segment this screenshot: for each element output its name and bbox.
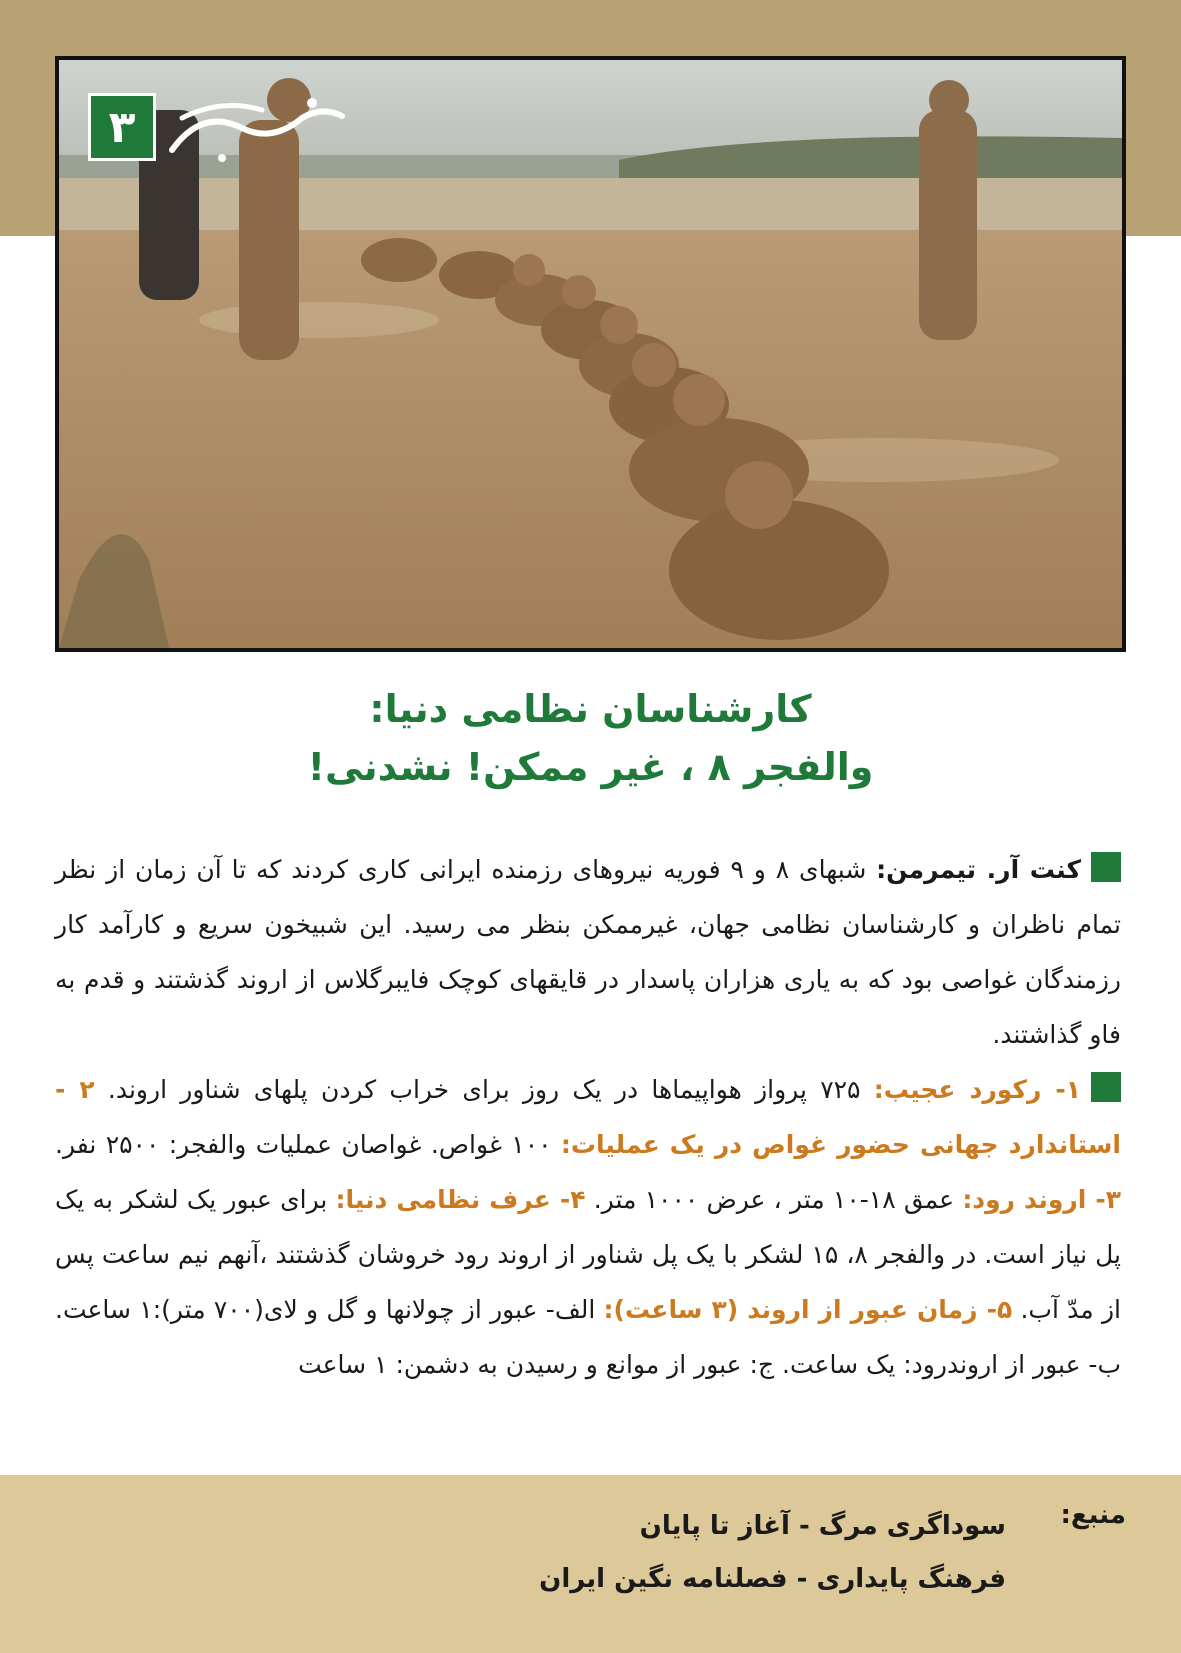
source-line-2: فرهنگ پایداری - فصلنامه نگین ایران: [539, 1564, 1006, 1594]
paragraph-timmerman: [55, 842, 1121, 1062]
shadnama-logo: [162, 88, 352, 168]
fact-2-text: ۱۰۰ غواص. غواصان عملیات والفجر: ۲۵۰۰ نفر.: [55, 1130, 561, 1159]
speaker-name: کنت آر. تیمرمن:: [876, 855, 1081, 884]
bullet-square-icon: [1091, 852, 1121, 882]
fact-3-heading: ۳- اروند رود:: [962, 1185, 1121, 1214]
paragraph-1-text: شبهای ۸ و ۹ فوریه نیروهای رزمنده ایرانی کاری کردند که تا آن زمان از نظر تمام ناظران و کارشناسان نظامی جهان، غیرممکن بنظر می رسید. این شبیخون سریع و کارآمد کار رزمندگان غواصی بود که به یاری هزاران پاسدار در قایقهای کوچک فایبرگلاس از اروند گذشتند و قدم به فاو گذاشتند.: [55, 855, 1121, 1049]
headline: [0, 680, 1181, 796]
fact-1-text: ۷۲۵ پرواز هواپیماها در یک روز برای خراب کردن پلهای شناور اروند.: [94, 1075, 874, 1104]
paragraph-facts: [55, 1062, 1121, 1392]
fact-4-heading: ۴- عرف نظامی دنیا:: [335, 1185, 586, 1214]
fact-4-text: برای عبور یک لشکر به یک پل نیاز است. در والفجر ۸، ۱۵ لشکر با یک پل شناور از اروند رود خروشان گذشتند ،آنهم نیم ساعت پس از مدّ آب.: [55, 1185, 1122, 1324]
fact-1-heading: ۱- رکورد عجیب:: [873, 1075, 1081, 1104]
source-list: [539, 1500, 1006, 1606]
headline-line-2: والفجر ۸ ، غیر ممکن! نشدنی!: [307, 745, 874, 789]
fact-2-heading: ۲ - استاندارد جهانی حضور غواص در یک عملیات:: [55, 1075, 1121, 1159]
fact-3-text: عمق ۱۸-۱۰ متر ، عرض ۱۰۰۰ متر.: [585, 1185, 963, 1214]
bullet-square-icon: [1091, 1072, 1121, 1102]
article-body: [55, 842, 1121, 1392]
page-number-badge: ۳: [88, 93, 156, 161]
headline-line-1: کارشناسان نظامی دنیا:: [369, 687, 812, 731]
fact-5-text: الف- عبور از چولانها و گل و لای(۷۰۰ متر):۱ ساعت. ب- عبور از اروندرود: یک ساعت. ج: عبور از موانع و رسیدن به دشمن: ۱ ساعت: [55, 1295, 1121, 1379]
source-line-1: سوداگری مرگ - آغاز تا پایان: [639, 1511, 1006, 1541]
fact-5-heading: ۵- زمان عبور از اروند (۳ ساعت):: [603, 1295, 1013, 1324]
source-label: منبع:: [1060, 1500, 1126, 1530]
